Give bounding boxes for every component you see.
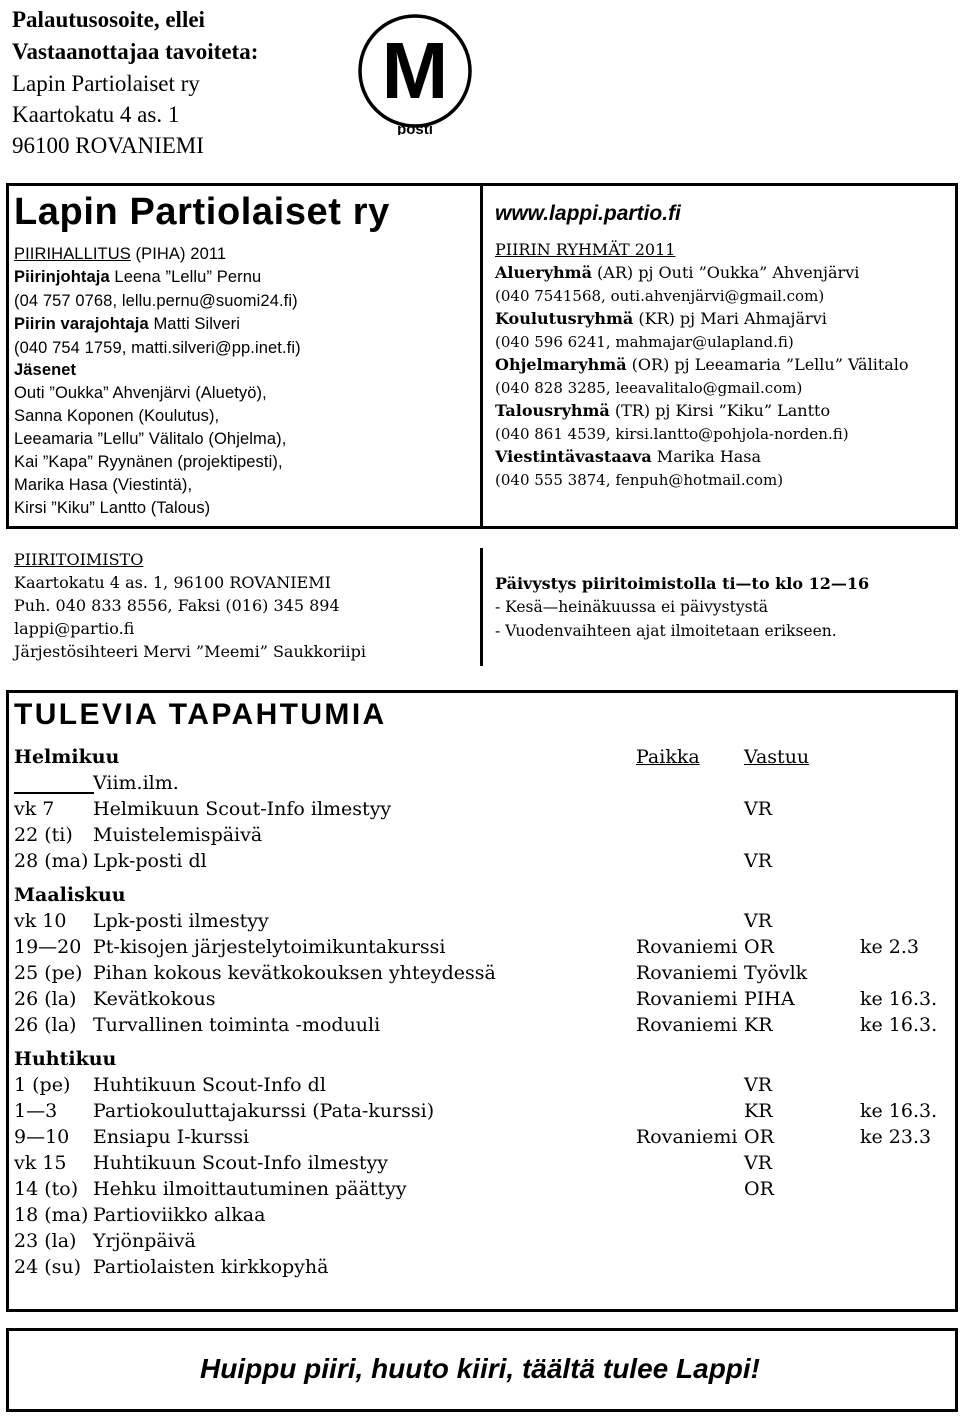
- event-date: 1—3: [14, 1100, 58, 1122]
- group-value: (AR) pj Outi ”Oukka” Ahvenjärvi: [591, 263, 860, 282]
- event-responsible: KR: [744, 1014, 773, 1036]
- duty-note: - Vuodenvaihteen ajat ilmoitetaan erikseen.: [495, 622, 837, 640]
- groups-heading: PIIRIN RYHMÄT 2011: [495, 240, 676, 259]
- board-heading: PIIRIHALLITUS: [14, 245, 131, 263]
- group-contact: (040 7541568, outi.ahvenjärvi@gmail.com): [495, 287, 825, 305]
- board-leader: [14, 269, 261, 286]
- event-responsible: VR: [744, 1074, 773, 1096]
- office-heading: PIIRITOIMISTO: [14, 550, 144, 569]
- event-deadline: ke 16.3.: [860, 1100, 938, 1122]
- event-deadline: ke 23.3: [860, 1126, 932, 1148]
- column-header-deadline: Viim.ilm.: [93, 772, 179, 794]
- office-phone: Puh. 040 833 8556, Faksi (016) 345 894: [14, 596, 340, 615]
- event-date: 25 (pe): [14, 962, 83, 984]
- event-date: vk 7: [14, 798, 55, 820]
- event-name: Turvallinen toiminta -moduuli: [93, 1014, 381, 1036]
- event-responsible: KR: [744, 1100, 773, 1122]
- event-responsible: Työvlk: [744, 962, 808, 984]
- group-label: Viestintävastaava: [495, 447, 652, 466]
- group-value: (KR) pj Mari Ahmajärvi: [633, 309, 827, 328]
- group-label: Koulutusryhmä: [495, 309, 634, 328]
- event-name: Pihan kokous kevätkokouksen yhteydessä: [93, 962, 496, 984]
- month-heading: Helmikuu: [14, 746, 120, 768]
- event-place: Rovaniemi: [636, 962, 738, 984]
- board-member: Kirsi ”Kiku” Lantto (Talous): [14, 499, 211, 517]
- group-label: Talousryhmä: [495, 401, 610, 420]
- group-item: [495, 357, 909, 373]
- board-heading-rest: (PIHA) 2011: [130, 245, 227, 263]
- event-name: Pt-kisojen järjestelytoimikuntakurssi: [93, 936, 446, 958]
- board-deputy: [14, 316, 240, 333]
- event-place: Rovaniemi: [636, 1126, 738, 1148]
- group-value: (OR) pj Leeamaria ”Lellu” Välitalo: [626, 355, 909, 374]
- event-responsible: VR: [744, 850, 773, 872]
- duty-note: - Kesä—heinäkuussa ei päivystystä: [495, 598, 769, 616]
- column-header-responsible: Vastuu: [744, 746, 810, 768]
- board-leader-label: Piirinjohtaja: [14, 268, 110, 286]
- org-title: Lapin Partiolaiset ry: [14, 191, 390, 233]
- board-members-label: Jäsenet: [14, 361, 77, 379]
- event-date: 1 (pe): [14, 1074, 71, 1096]
- event-place: Rovaniemi: [636, 988, 738, 1010]
- event-responsible: OR: [744, 936, 774, 958]
- board-heading-line: [14, 246, 226, 263]
- event-responsible: PIHA: [744, 988, 795, 1010]
- office-email[interactable]: lappi@partio.fi: [14, 619, 135, 638]
- event-name: Partiolaisten kirkkopyhä: [93, 1256, 329, 1278]
- group-contact: (040 861 4539, kirsi.lantto@pohjola-norden.fi): [495, 425, 849, 443]
- event-place: Rovaniemi: [636, 1014, 738, 1036]
- return-address-line: Lapin Partiolaiset ry: [12, 71, 200, 96]
- board-member: Sanna Koponen (Koulutus),: [14, 407, 220, 425]
- posti-logo: [358, 8, 472, 135]
- event-name: Helmikuun Scout-Info ilmestyy: [93, 798, 392, 820]
- board-member: Leeamaria ”Lellu” Välitalo (Ohjelma),: [14, 430, 287, 448]
- events-title: TULEVIA TAPAHTUMIA: [14, 698, 387, 731]
- office-divider: [480, 548, 483, 666]
- return-address-line: Palautusosoite, ellei: [12, 7, 205, 32]
- board-deputy-label: Piirin varajohtaja: [14, 315, 149, 333]
- posti-logo-text: posti: [397, 121, 433, 135]
- event-responsible: VR: [744, 910, 773, 932]
- event-name: Hehku ilmoittautuminen päättyy: [93, 1178, 407, 1200]
- board-member: Marika Hasa (Viestintä),: [14, 476, 193, 494]
- return-address-line: 96100 ROVANIEMI: [12, 133, 204, 158]
- duty-heading: Päivystys piiritoimistolla ti—to klo 12—16: [495, 574, 870, 593]
- event-name: Huhtikuun Scout-Info dl: [93, 1074, 326, 1096]
- event-name: Partioviikko alkaa: [93, 1204, 266, 1226]
- group-label: Ohjelmaryhmä: [495, 355, 627, 374]
- group-contact: (040 555 3874, fenpuh@hotmail.com): [495, 471, 784, 489]
- event-date: 26 (la): [14, 1014, 77, 1036]
- event-name: Muistelemispäivä: [93, 824, 263, 846]
- return-address-line: Vastaanottajaa tavoiteta:: [12, 39, 259, 64]
- event-date: 23 (la): [14, 1230, 77, 1252]
- group-label: Alueryhmä: [495, 263, 592, 282]
- event-place: Rovaniemi: [636, 936, 738, 958]
- event-responsible: OR: [744, 1126, 774, 1148]
- month-heading: Maaliskuu: [14, 884, 126, 906]
- group-value: (TR) pj Kirsi ”Kiku” Lantto: [609, 401, 831, 420]
- board-leader-contact: (04 757 0768, lellu.pernu@suomi24.fi): [14, 292, 298, 310]
- column-header-place: Paikka: [636, 746, 700, 768]
- event-date: 19—20: [14, 936, 82, 958]
- event-date: vk 10: [14, 910, 67, 932]
- group-contact: (040 828 3285, leeavalitalo@gmail.com): [495, 379, 803, 397]
- board-leader-value: Leena ”Lellu” Pernu: [109, 268, 262, 286]
- board-deputy-contact: (040 754 1759, matti.silveri@pp.inet.fi): [14, 339, 301, 357]
- posti-logo-graphic: [358, 8, 472, 135]
- return-address-line: Kaartokatu 4 as. 1: [12, 102, 180, 127]
- event-date: vk 15: [14, 1152, 67, 1174]
- event-deadline: ke 16.3.: [860, 1014, 938, 1036]
- event-name: Kevätkokous: [93, 988, 216, 1010]
- group-contact: (040 596 6241, mahmajar@ulapland.fi): [495, 333, 794, 351]
- header-divider: [480, 186, 483, 526]
- event-date: 18 (ma): [14, 1204, 89, 1226]
- board-member: Outi ”Oukka” Ahvenjärvi (Aluetyö),: [14, 384, 267, 402]
- group-item: [495, 311, 827, 327]
- event-deadline: ke 2.3: [860, 936, 920, 958]
- group-item: [495, 449, 761, 465]
- group-value: Marika Hasa: [651, 447, 762, 466]
- posti-logo-letter: M: [381, 26, 449, 115]
- event-date: 9—10: [14, 1126, 70, 1148]
- group-item: [495, 265, 859, 281]
- event-date: 28 (ma): [14, 850, 89, 872]
- office-secretary: Järjestösihteeri Mervi ”Meemi” Saukkoriipi: [14, 642, 367, 661]
- month-heading: Huhtikuu: [14, 1048, 117, 1070]
- event-name: Ensiapu I-kurssi: [93, 1126, 250, 1148]
- event-date: 26 (la): [14, 988, 77, 1010]
- deadline-header-rule: [14, 792, 94, 794]
- event-date: 22 (ti): [14, 824, 73, 846]
- event-date: 24 (su): [14, 1256, 82, 1278]
- group-item: [495, 403, 830, 419]
- event-name: Yrjönpäivä: [93, 1230, 196, 1252]
- event-responsible: VR: [744, 798, 773, 820]
- office-address: Kaartokatu 4 as. 1, 96100 ROVANIEMI: [14, 573, 331, 592]
- board-deputy-value: Matti Silveri: [148, 315, 241, 333]
- board-member: Kai ”Kapa” Ryynänen (projektipesti),: [14, 453, 283, 471]
- event-name: Lpk-posti ilmestyy: [93, 910, 269, 932]
- slogan-text: Huippu piiri, huuto kiiri, täältä tulee Lappi!: [199, 1353, 760, 1384]
- event-name: Lpk-posti dl: [93, 850, 207, 872]
- event-date: 14 (to): [14, 1178, 79, 1200]
- event-responsible: OR: [744, 1178, 774, 1200]
- event-name: Huhtikuun Scout-Info ilmestyy: [93, 1152, 388, 1174]
- event-name: Partiokouluttajakurssi (Pata-kurssi): [93, 1100, 435, 1122]
- event-responsible: VR: [744, 1152, 773, 1174]
- website-link[interactable]: www.lappi.partio.fi: [495, 202, 681, 225]
- event-deadline: ke 16.3.: [860, 988, 938, 1010]
